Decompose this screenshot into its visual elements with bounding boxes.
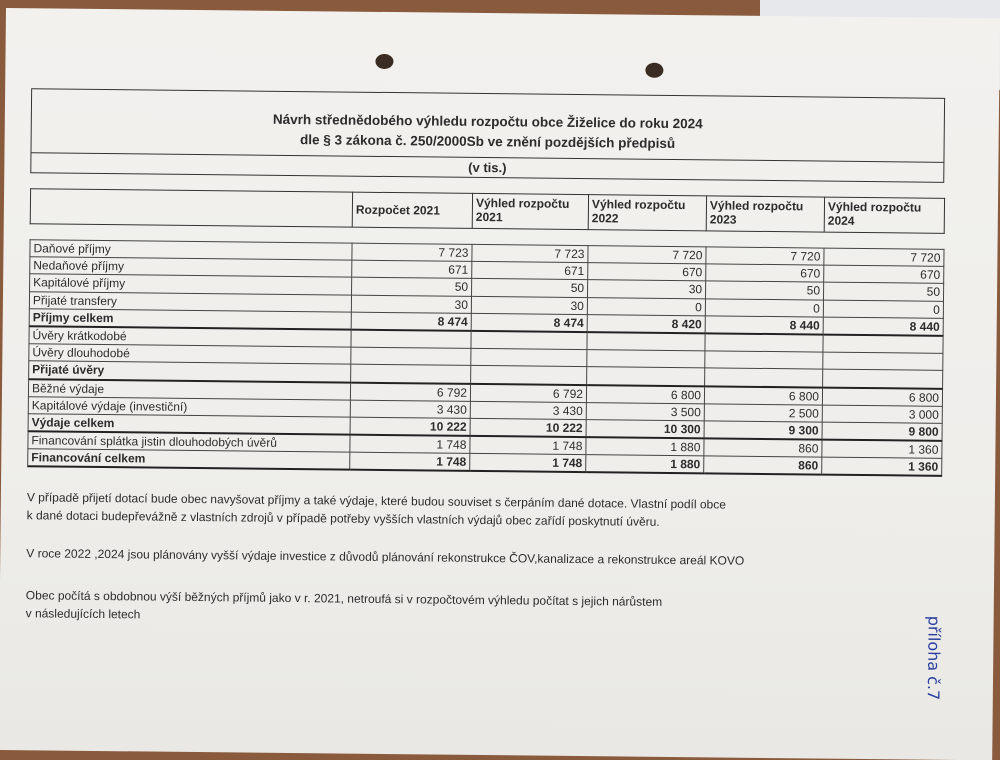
note-line: V roce 2022 ,2024 jsou plánovány vyšší výdaje investice z důvodů plánování rekonstrukce ČOV,kanalizace a rekonstrukce areál KOVO [26, 546, 745, 568]
punch-hole [645, 63, 663, 78]
value-cell: 2 500 [704, 404, 822, 422]
value-cell: 7 723 [352, 243, 472, 261]
row-label: Nedaňové příjmy [30, 257, 352, 278]
row-label: Přijaté úvěry [29, 361, 351, 382]
value-cell: 670 [706, 264, 824, 282]
value-cell: 7 723 [472, 244, 588, 262]
value-cell [471, 331, 587, 350]
value-cell: 50 [352, 278, 472, 296]
value-cell [351, 364, 471, 383]
value-cell: 6 792 [470, 383, 586, 402]
value-cell [705, 351, 823, 369]
value-cell: 1 748 [470, 454, 586, 473]
value-cell: 6 800 [704, 386, 822, 405]
value-cell: 1 748 [470, 436, 586, 455]
value-cell: 1 748 [350, 435, 470, 454]
document-page [0, 8, 1000, 760]
value-cell: 50 [705, 281, 823, 299]
notes-section [25, 488, 847, 651]
punch-hole [375, 54, 393, 69]
note-line: V případě přijetí dotací bude obec navyšovat příjmy a také výdaje, které budou souviset s čerpáním dané dotace. Vlastní podíl obce [26, 490, 727, 512]
value-cell: 1 880 [586, 455, 704, 474]
value-cell: 3 430 [350, 400, 470, 418]
value-cell: 9 800 [822, 422, 942, 441]
value-cell [587, 350, 705, 368]
row-label: Úvěry krátkodobé [29, 326, 351, 347]
value-cell: 671 [352, 260, 472, 278]
column-header: Výhled rozpočtu 2021 [472, 193, 588, 229]
value-cell: 9 300 [704, 421, 822, 440]
row-label: Běžné výdaje [28, 379, 350, 400]
value-cell: 30 [351, 295, 471, 313]
value-cell: 670 [588, 263, 706, 281]
value-cell: 0 [823, 300, 943, 318]
value-cell: 50 [823, 282, 943, 300]
note-line: k dané dotaci budepřevážně z vlastních zdrojů v případě potřeby vyšších vlastních výdajů obec zařídí poskytnutí úvěru. [26, 508, 660, 529]
header-label-cell [30, 189, 352, 227]
value-cell: 860 [704, 438, 822, 457]
column-header: Výhled rozpočtu 2023 [706, 196, 824, 232]
unit-label: (v tis.) [31, 152, 943, 182]
budget-table [27, 239, 944, 477]
value-cell: 8 474 [471, 313, 587, 332]
value-cell: 7 720 [706, 247, 824, 265]
value-cell [587, 332, 705, 351]
value-cell: 8 474 [351, 312, 471, 331]
row-label: Příjmy celkem [29, 309, 351, 330]
row-label: Kapitálové výdaje (investiční) [28, 396, 350, 417]
row-label: Daňové příjmy [30, 240, 352, 261]
value-cell [351, 330, 471, 349]
value-cell: 6 800 [822, 387, 942, 406]
row-label: Přijaté transfery [29, 291, 351, 312]
value-cell [705, 333, 823, 352]
value-cell: 50 [472, 279, 588, 297]
value-cell [471, 366, 587, 385]
document-title: Návrh střednědobého výhledu rozpočtu obce Žiželice do roku 2024 [272, 111, 703, 132]
table-header [30, 188, 945, 234]
note-line: v následujících letech [25, 606, 141, 622]
value-cell: 1 880 [586, 437, 704, 456]
value-cell: 1 360 [822, 457, 942, 476]
value-cell: 8 440 [705, 316, 823, 335]
value-cell: 6 792 [350, 382, 470, 401]
value-cell: 670 [824, 265, 944, 283]
row-label: Úvěry dlouhodobé [29, 344, 351, 365]
row-label: Kapitálové příjmy [30, 274, 352, 295]
value-cell: 671 [472, 262, 588, 280]
value-cell: 1 748 [350, 452, 470, 471]
column-header: Výhled rozpočtu 2024 [824, 197, 944, 233]
row-label: Výdaje celkem [28, 414, 350, 435]
value-cell: 3 500 [586, 402, 704, 420]
value-cell: 1 360 [822, 440, 942, 459]
note-paragraph [27, 488, 847, 533]
value-cell [823, 352, 943, 370]
value-cell: 860 [704, 456, 822, 475]
row-label: Financování splátka jistin dlouhodobých úvěrů [28, 431, 350, 452]
value-cell [705, 368, 823, 387]
value-cell [823, 369, 943, 388]
row-label: Financování celkem [28, 449, 350, 470]
value-cell: 7 720 [824, 248, 944, 266]
value-cell [587, 367, 705, 386]
note-line: Obec počítá s obdobnou výší běžných příjmů jako v r. 2021, netroufá si v rozpočtovém výhledu počítat s jejich nárůstem [25, 588, 663, 609]
value-cell: 8 420 [587, 314, 705, 333]
value-cell [351, 347, 471, 365]
note-paragraph [26, 586, 846, 631]
note-paragraph [26, 544, 846, 571]
handwritten-annotation: příloha č.7 [923, 615, 944, 701]
value-cell: 0 [587, 297, 705, 315]
document-subtitle: dle § 3 zákona č. 250/2000Sb ve znění pozdějších předpisů [299, 132, 676, 152]
value-cell: 3 000 [822, 405, 942, 423]
value-cell: 0 [705, 298, 823, 316]
value-cell: 30 [588, 280, 706, 298]
value-cell: 10 222 [470, 418, 586, 437]
value-cell [823, 335, 943, 354]
title-box [30, 88, 945, 183]
value-cell: 3 430 [470, 401, 586, 419]
value-cell: 8 440 [823, 317, 943, 336]
value-cell: 30 [471, 296, 587, 314]
column-header: Výhled rozpočtu 2022 [588, 195, 706, 231]
value-cell [471, 349, 587, 367]
value-cell: 7 720 [588, 246, 706, 264]
value-cell: 6 800 [586, 385, 704, 404]
column-header: Rozpočet 2021 [352, 192, 472, 228]
value-cell: 10 300 [586, 419, 704, 438]
value-cell: 10 222 [350, 417, 470, 436]
